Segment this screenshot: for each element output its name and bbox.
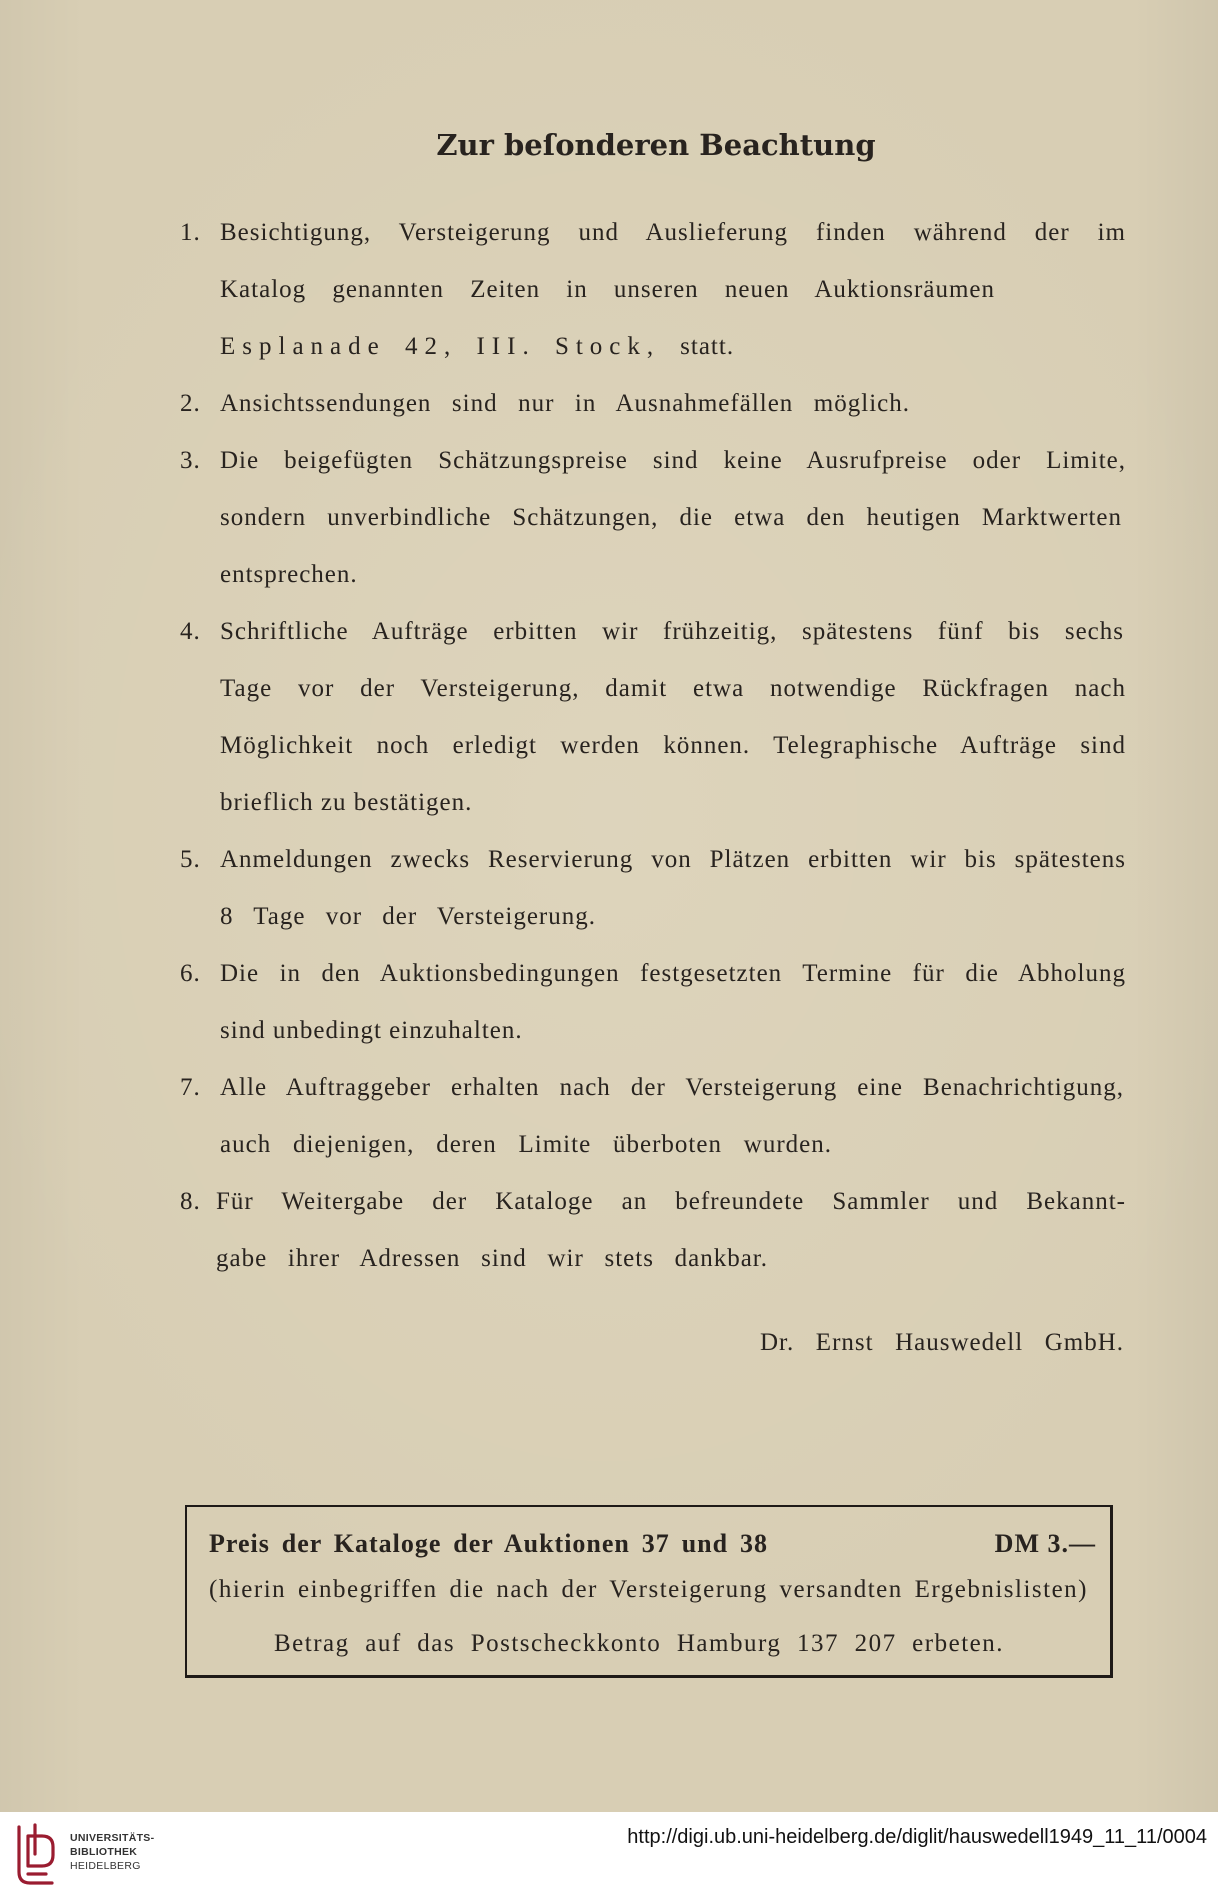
item-line-row xyxy=(0,660,1218,717)
ub-heidelberg-logo-icon xyxy=(12,1822,60,1888)
price-box xyxy=(185,1505,1113,1678)
item-line-row xyxy=(0,489,1218,546)
item-line-row xyxy=(0,945,1218,1002)
notice-item-7 xyxy=(0,1059,1218,1173)
notice-item-2 xyxy=(0,375,1218,432)
address-rest-text: statt. xyxy=(680,333,735,360)
payment-instruction: Betrag auf das Postscheckkonto Hamburg 137 207 erbeten. xyxy=(274,1630,1004,1657)
item-line: auch diejenigen, deren Limite überboten wurden. xyxy=(220,1131,832,1158)
item-line-row xyxy=(0,204,1218,261)
item-line-address xyxy=(220,318,734,375)
item-line-row xyxy=(0,375,1218,432)
item-line: Die in den Auktionsbedingungen festgesetzten Termine für die Abholung xyxy=(220,960,1126,987)
item-line-row xyxy=(0,1173,1218,1230)
item-line-row xyxy=(0,546,1218,603)
notice-item-1 xyxy=(0,204,1218,375)
item-line: Möglichkeit noch erledigt werden können. Telegraphische Aufträge sind xyxy=(220,732,1126,759)
item-line: Alle Auftraggeber erhalten nach der Versteigerung eine Benachrichtigung, xyxy=(220,1074,1124,1101)
item-line-row xyxy=(0,1116,1218,1173)
item-line-row xyxy=(0,1002,1218,1059)
item-line: sind unbedingt einzuhalten. xyxy=(220,1017,523,1044)
item-line: Ansichtssendungen sind nur in Ausnahmefällen möglich. xyxy=(220,390,910,417)
item-line: Katalog genannten Zeiten in unseren neuen Auktionsräumen xyxy=(220,276,995,303)
item-line: entsprechen. xyxy=(220,561,358,588)
item-number: 5. xyxy=(180,846,201,873)
library-name-line: BIBLIOTHEK xyxy=(70,1846,138,1858)
item-number: 3. xyxy=(180,447,201,474)
item-line: Schriftliche Aufträge erbitten wir frühzeitig, spätestens fünf bis sechs xyxy=(220,618,1124,645)
notice-item-4 xyxy=(0,603,1218,831)
notice-list xyxy=(0,204,1218,1287)
item-number: 2. xyxy=(180,390,201,417)
item-line: Die beigefügten Schätzungspreise sind keine Ausrufpreise oder Limite, xyxy=(220,447,1126,474)
item-number: 1. xyxy=(180,219,201,246)
item-line-row xyxy=(0,888,1218,945)
item-line: Anmeldungen zwecks Reservierung von Plätzen erbitten wir bis spätestens xyxy=(220,846,1126,873)
notice-item-5 xyxy=(0,831,1218,945)
page-title: Zur beſonderen Beachtung xyxy=(436,128,876,162)
item-line: sondern unverbindliche Schätzungen, die etwa den heutigen Marktwerten xyxy=(220,504,1122,531)
item-line-row xyxy=(0,1059,1218,1116)
item-number: 8. xyxy=(180,1188,201,1215)
item-line-row xyxy=(0,774,1218,831)
source-url: http://digi.ub.uni-heidelberg.de/diglit/hauswedell1949_11_11/0004 xyxy=(627,1826,1207,1848)
address-spaced-text: Esplanade 42, III. Stock, xyxy=(220,333,661,360)
item-line-row xyxy=(0,831,1218,888)
item-line: Tage vor der Versteigerung, damit etwa notwendige Rückfragen nach xyxy=(220,675,1126,702)
item-line-row xyxy=(0,432,1218,489)
item-number: 4. xyxy=(180,618,201,645)
catalog-price-label: Preis der Kataloge der Auktionen 37 und 38 xyxy=(209,1529,768,1558)
item-line: Für Weitergabe der Kataloge an befreundete Sammler und Bekannt- xyxy=(216,1188,1126,1215)
catalog-price-value: DM 3.— xyxy=(994,1529,1096,1558)
library-name xyxy=(70,1831,154,1873)
item-line: brieflich zu bestätigen. xyxy=(220,789,473,816)
price-note: (hierin einbegriffen die nach der Versteigerung versandten Ergebnislisten) xyxy=(209,1576,1088,1603)
item-line-row xyxy=(0,1230,1218,1287)
notice-item-6 xyxy=(0,945,1218,1059)
item-line: Besichtigung, Versteigerung und Auslieferung finden während der im xyxy=(220,219,1126,246)
item-number: 7. xyxy=(180,1074,201,1101)
item-line: gabe ihrer Adressen sind wir stets dankbar. xyxy=(216,1245,768,1272)
notice-item-3 xyxy=(0,432,1218,603)
item-line-row xyxy=(0,603,1218,660)
library-name-line: UNIVERSITÄTS- xyxy=(70,1832,155,1844)
item-line-row xyxy=(0,318,1218,375)
digitization-footer xyxy=(0,1812,1218,1898)
item-line-row xyxy=(0,261,1218,318)
item-line-row xyxy=(0,717,1218,774)
notice-item-8 xyxy=(0,1173,1218,1287)
library-name-line: HEIDELBERG xyxy=(70,1860,141,1872)
company-signature: Dr. Ernst Hauswedell GmbH. xyxy=(760,1329,1124,1356)
item-number: 6. xyxy=(180,960,201,987)
item-line: 8 Tage vor der Versteigerung. xyxy=(220,903,596,930)
